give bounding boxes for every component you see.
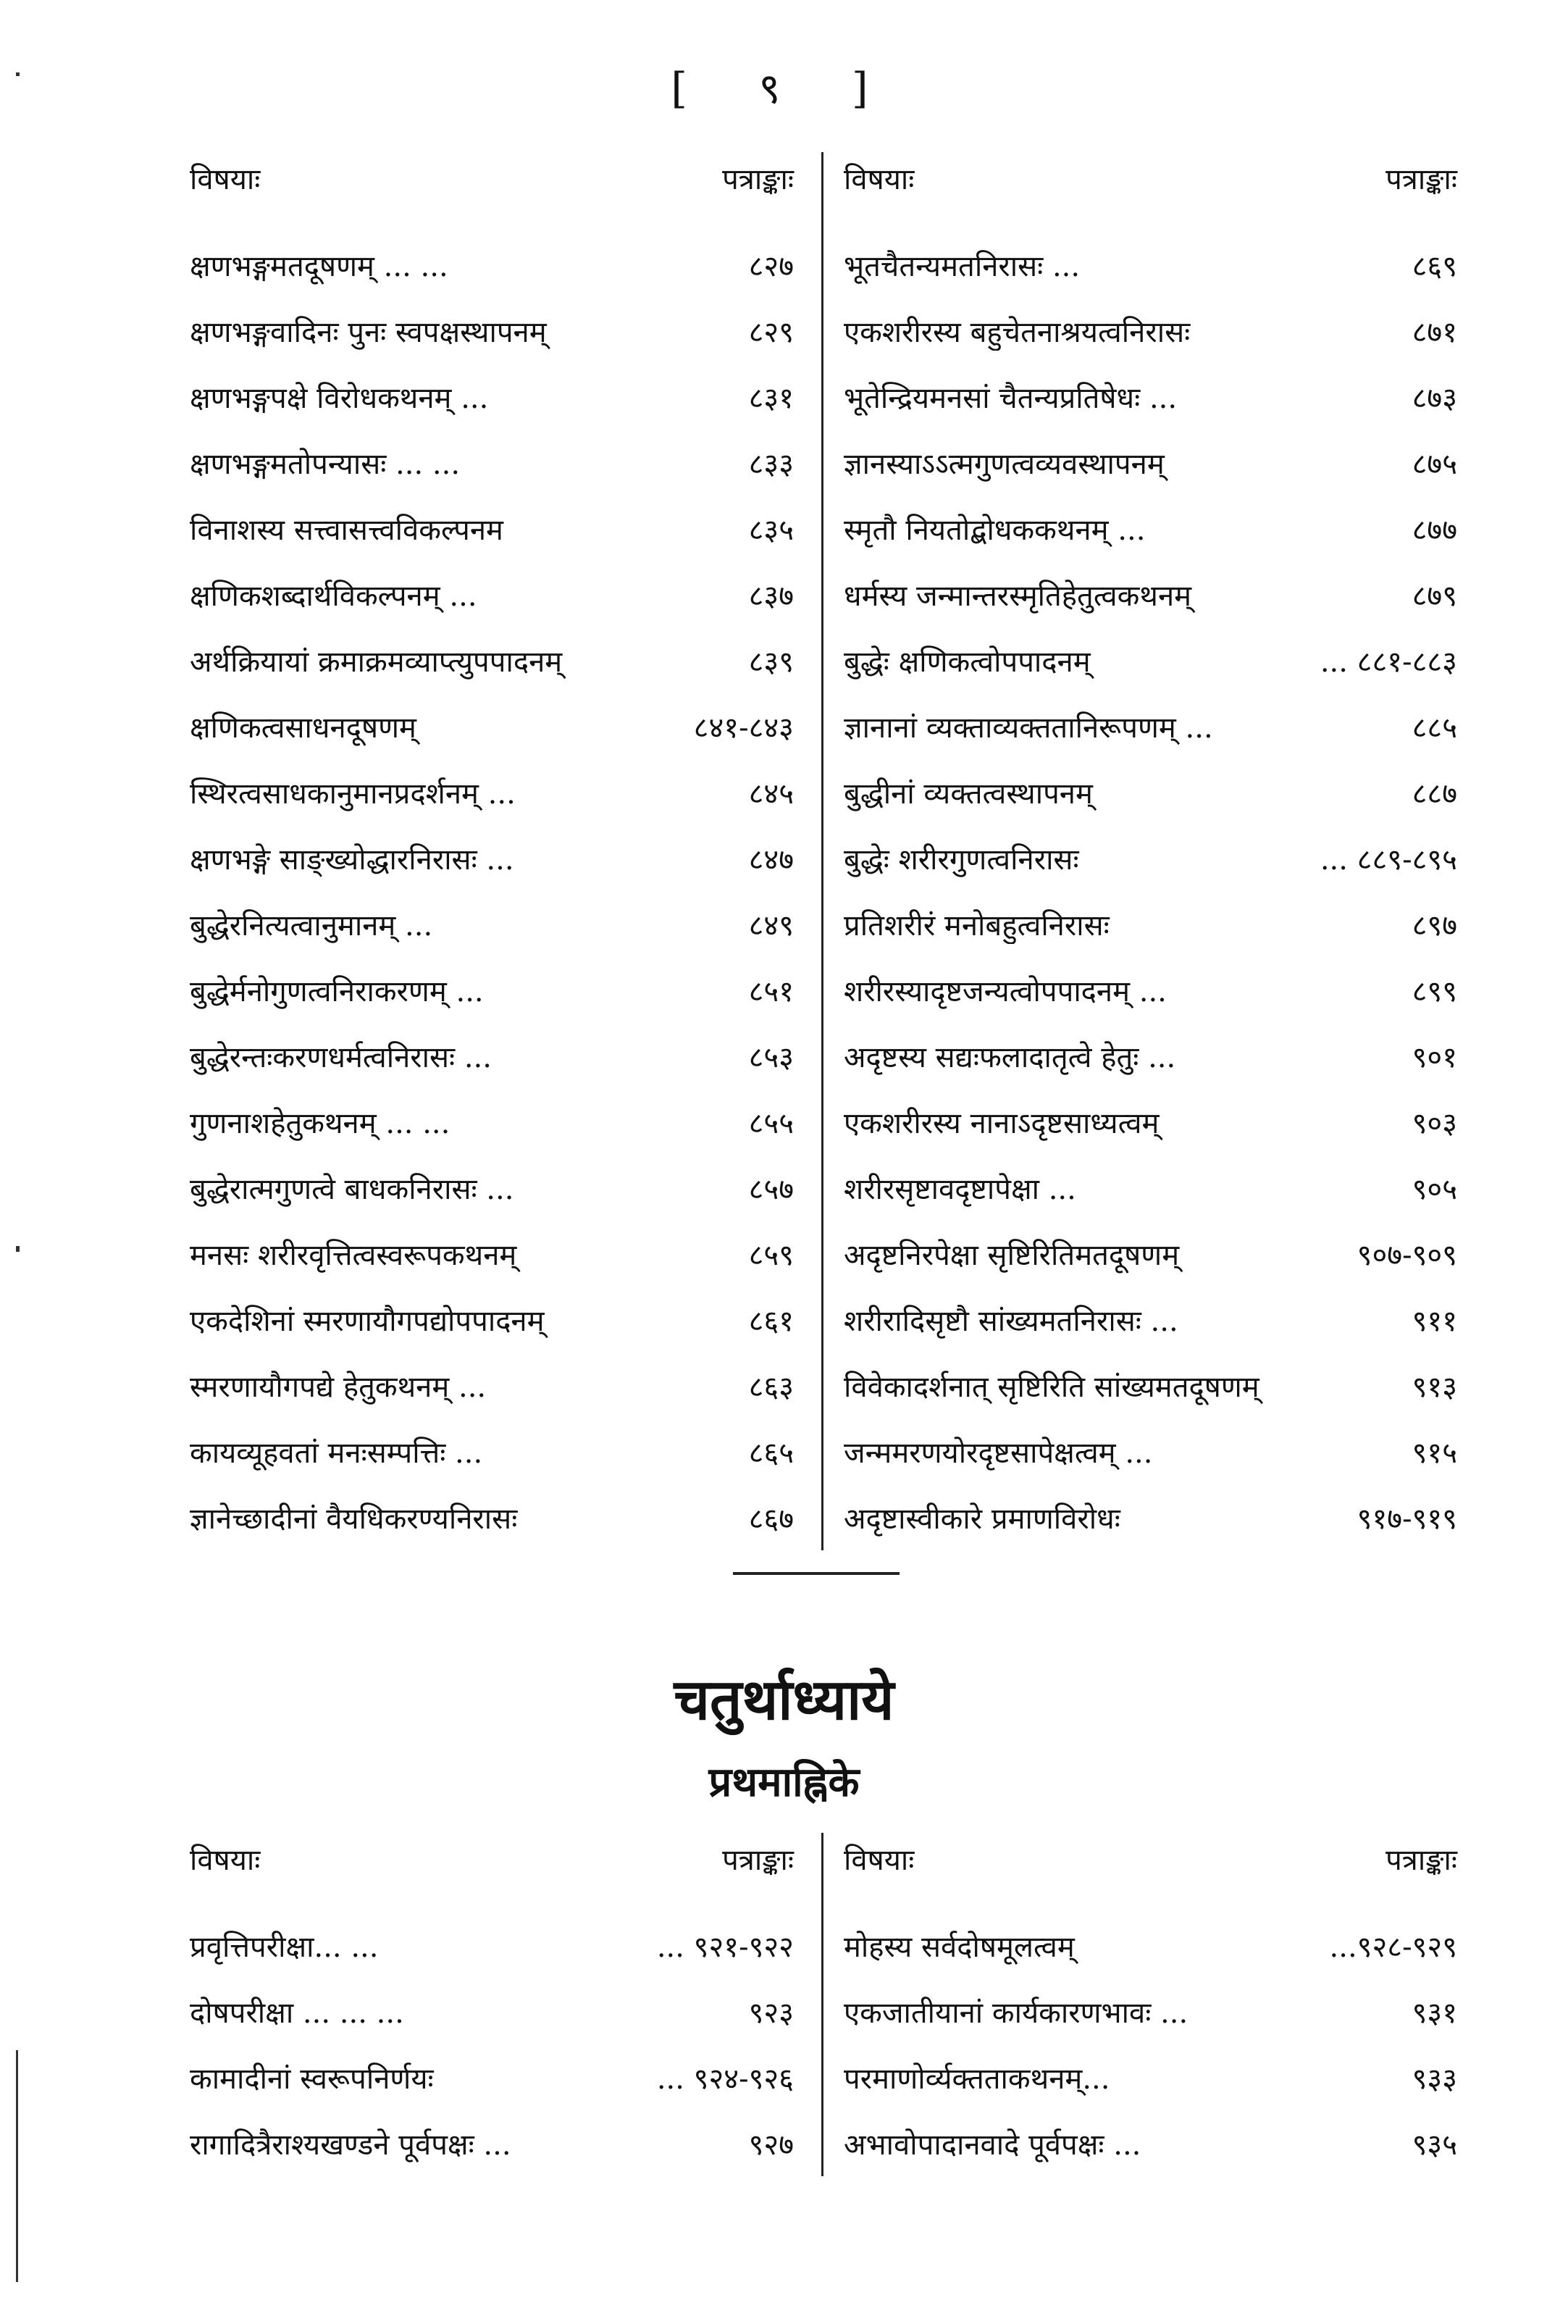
entry-page: ९०१: [1412, 1041, 1457, 1074]
entry-subject: बुद्धीनां व्यक्तत्वस्थापनम्: [844, 777, 1093, 811]
chapter-title: चतुर्थाध्याये: [674, 1667, 894, 1733]
entry-page: ८६५: [748, 1437, 794, 1470]
entry-page: ८७५: [1412, 448, 1457, 481]
entry-subject: भूतेन्द्रियमनसां चैतन्यप्रतिषेधः ...: [844, 382, 1178, 415]
toc-entry: [190, 957, 794, 1023]
entry-page: ८७१: [1412, 316, 1457, 349]
entry-subject: स्थिरत्वसाधकानुमानप्रदर्शनम् ...: [190, 777, 516, 811]
toc-entry: [844, 430, 1457, 496]
toc-entry: [190, 693, 794, 759]
entry-page: ९२७: [748, 2128, 794, 2162]
header-page: पत्राङ्काः: [1385, 162, 1457, 196]
subchapter-title: प्रथमाह्निके: [708, 1758, 860, 1806]
entry-subject: स्मरणायौगपद्ये हेतुकथनम् ...: [190, 1371, 487, 1404]
entry-subject: अदृष्टास्वीकारे प्रमाणविरोधः: [844, 1502, 1120, 1536]
header-subject: विषयाः: [844, 162, 915, 196]
column-header: [844, 152, 1457, 203]
toc-entry: [844, 1155, 1457, 1221]
toc-section-2: [190, 1833, 1457, 2176]
header-page: पत्राङ्काः: [722, 162, 794, 196]
toc-entry: [190, 1089, 794, 1155]
entry-page: ९३५: [1412, 2128, 1457, 2162]
column-header: [190, 1833, 794, 1884]
entry-page: ९०५: [1412, 1173, 1457, 1206]
toc-section-1: [190, 152, 1457, 1550]
entry-subject: क्षणभङ्गवादिनः पुनः स्वपक्षस्थापनम्: [190, 316, 547, 349]
entry-page: ८३५: [748, 514, 794, 547]
entry-page: ८८७: [1412, 777, 1457, 811]
entry-subject: प्रवृत्तिपरीक्षा... ...: [190, 1931, 379, 1964]
entry-subject: एकशरीरस्य बहुचेतनाश्रयत्वनिरासः: [844, 316, 1191, 349]
toc-entry: [844, 1484, 1457, 1550]
entry-page: ९१३: [1412, 1371, 1457, 1404]
header-page: पत्राङ्काः: [1385, 1843, 1457, 1877]
toc-entry: [190, 627, 794, 693]
entry-page: ८६७: [748, 1502, 794, 1536]
margin-speck: [16, 72, 20, 76]
entry-page: ८४७: [748, 843, 794, 877]
toc-entry: [844, 759, 1457, 825]
toc-entry: [844, 627, 1457, 693]
toc-entry: [844, 1023, 1457, 1089]
entry-subject: शरीरस्यादृष्टजन्यत्वोपपादनम् ...: [844, 975, 1167, 1008]
entry-subject: बुद्धेर्मनोगुणत्वनिराकरणम् ...: [190, 975, 484, 1008]
toc-entry: [844, 957, 1457, 1023]
entry-subject: दोषपरीक्षा ... ... ...: [190, 1997, 404, 2030]
header-subject: विषयाः: [190, 162, 261, 196]
toc-entry: [190, 891, 794, 957]
entry-subject: शरीरादिसृष्टौ सांख्यमतनिरासः ...: [844, 1305, 1178, 1338]
toc-entry: [190, 364, 794, 430]
entry-subject: बुद्धेः क्षणिकत्वोपपादनम्: [844, 645, 1091, 679]
entry-subject: धर्मस्य जन्मान्तरस्मृतिहेतुत्वकथनम्: [844, 580, 1192, 613]
entry-page: ९१७-९१९: [1357, 1502, 1457, 1536]
toc-entry: [844, 891, 1457, 957]
entry-subject: परमाणोर्व्यक्तताकथनम्...: [844, 2062, 1110, 2096]
entry-subject: क्षणभङ्गमतदूषणम् ... ...: [190, 250, 448, 283]
entry-subject: एकदेशिनां स्मरणायौगपद्योपपादनम्: [190, 1305, 545, 1338]
toc-entry: [844, 1913, 1457, 1978]
toc-entry: [190, 1155, 794, 1221]
entry-subject: अदृष्टस्य सद्यःफलादातृत्वे हेतुः ...: [844, 1041, 1176, 1074]
margin-rule: [16, 2050, 18, 2282]
entry-page: ९३१: [1412, 1997, 1457, 2030]
entry-subject: क्षणभङ्गे साङ्ख्योद्धारनिरासः ...: [190, 843, 514, 877]
entry-page: ...९२८-९२९: [1329, 1931, 1457, 1964]
entry-page: ९०७-९०९: [1357, 1239, 1457, 1272]
entry-subject: गुणनाशहेतुकथनम् ... ...: [190, 1107, 450, 1140]
toc-entry: [844, 1418, 1457, 1484]
entry-subject: ज्ञानस्याऽऽत्मगुणत्वव्यवस्थापनम्: [844, 448, 1165, 481]
toc-entry: [844, 1978, 1457, 2044]
toc-entry: [844, 1221, 1457, 1287]
entry-page: ८७९: [1412, 580, 1457, 613]
entry-page: ८६१: [748, 1305, 794, 1338]
entry-subject: विनाशस्य सत्त्वासत्त्वविकल्पनम: [190, 514, 503, 547]
entry-page: ८९९: [1412, 975, 1457, 1008]
toc-entry: [190, 1023, 794, 1089]
column-header: [190, 152, 794, 203]
entry-page: ८३७: [748, 580, 794, 613]
column-header: [844, 1833, 1457, 1884]
entry-page: ८२९: [748, 316, 794, 349]
entry-page: ८८५: [1412, 711, 1457, 745]
entry-subject: प्रतिशरीरं मनोबहुत्वनिरासः: [844, 909, 1110, 942]
toc-left-column: [190, 152, 823, 1550]
toc-entry: [190, 1353, 794, 1418]
entry-page: ८५३: [748, 1041, 794, 1074]
entry-subject: अर्थक्रियायां क्रमाक्रमव्याप्त्युपपादनम्: [190, 645, 563, 679]
entry-page: ८६३: [748, 1371, 794, 1404]
entry-page: ८७३: [1412, 382, 1457, 415]
entry-page: ८३३: [748, 448, 794, 481]
section-divider: [733, 1572, 900, 1575]
entry-page: ८३९: [748, 645, 794, 679]
entry-page: ९११: [1412, 1305, 1457, 1338]
entry-page: ८७७: [1412, 514, 1457, 547]
toc-entry: [844, 232, 1457, 298]
toc-entry: [190, 232, 794, 298]
entry-page: ... ८८१-८८३: [1320, 645, 1457, 679]
toc-entry: [844, 825, 1457, 891]
toc-entry: [190, 759, 794, 825]
entry-page: ८९७: [1412, 909, 1457, 942]
toc-entry: [844, 1287, 1457, 1353]
entry-subject: क्षणभङ्गपक्षे विरोधकथनम् ...: [190, 382, 489, 415]
entry-subject: विवेकादर्शनात् सृष्टिरिति सांख्यमतदूषणम्: [844, 1371, 1259, 1404]
entry-subject: एकशरीरस्य नानाऽदृष्टसाध्यत्वम्: [844, 1107, 1160, 1140]
toc-entry: [844, 496, 1457, 561]
entry-subject: बुद्धेरात्मगुणत्वे बाधकनिरासः ...: [190, 1173, 514, 1206]
entry-page: ८४१-८४३: [693, 711, 794, 745]
entry-subject: जन्ममरणयोरदृष्टसापेक्षत्वम् ...: [844, 1437, 1153, 1470]
entry-page: ९३३: [1412, 2062, 1457, 2096]
toc-entry: [844, 561, 1457, 627]
toc-entry: [844, 693, 1457, 759]
page-number: [ ९ ]: [671, 64, 897, 113]
toc-entry: [844, 2044, 1457, 2110]
toc-entry: [190, 1418, 794, 1484]
entry-page: ... ९२१-९२२: [656, 1931, 794, 1964]
entry-subject: बुद्धेरनित्यत्वानुमानम् ...: [190, 909, 433, 942]
entry-subject: मोहस्य सर्वदोषमूलत्वम्: [844, 1931, 1075, 1964]
entry-page: ९१५: [1412, 1437, 1457, 1470]
entry-page: ८२७: [748, 250, 794, 283]
toc-entry: [190, 1221, 794, 1287]
header-subject: विषयाः: [844, 1843, 915, 1877]
toc-entry: [844, 1089, 1457, 1155]
entry-subject: क्षणिकशब्दार्थविकल्पनम् ...: [190, 580, 477, 613]
entry-page: ... ९२४-९२६: [656, 2062, 794, 2096]
entry-subject: क्षणभङ्गमतोपन्यासः ... ...: [190, 448, 461, 481]
entry-subject: भूतचैतन्यमतनिरासः ...: [844, 250, 1081, 283]
toc-entry: [190, 430, 794, 496]
entry-page: ... ८८९-८९५: [1320, 843, 1457, 877]
toc-entry: [190, 1287, 794, 1353]
toc-right-column: [823, 152, 1457, 1550]
entry-subject: बुद्धेरन्तःकरणधर्मत्वनिरासः ...: [190, 1041, 492, 1074]
toc-entry: [190, 496, 794, 561]
toc-left-column: [190, 1833, 823, 2176]
toc-entry: [844, 1353, 1457, 1418]
entry-page: ८५९: [748, 1239, 794, 1272]
toc-entry: [190, 561, 794, 627]
entry-subject: एकजातीयानां कार्यकारणभावः ...: [844, 1997, 1188, 2030]
entry-subject: शरीरसृष्टावदृष्टापेक्षा ...: [844, 1173, 1076, 1206]
entry-page: ९०३: [1412, 1107, 1457, 1140]
toc-entry: [190, 1978, 794, 2044]
entry-subject: ज्ञानेच्छादीनां वैयधिकरण्यनिरासः: [190, 1502, 518, 1536]
entry-subject: बुद्धेः शरीरगुणत्वनिरासः: [844, 843, 1079, 877]
entry-subject: मनसः शरीरवृत्तित्वस्वरूपकथनम्: [190, 1239, 517, 1272]
entry-subject: कामादीनां स्वरूपनिर्णयः: [190, 2062, 434, 2096]
entry-page: ८३१: [748, 382, 794, 415]
toc-entry: [844, 2110, 1457, 2176]
toc-entry: [190, 1913, 794, 1978]
entry-subject: ज्ञानानां व्यक्ताव्यक्ततानिरूपणम् ...: [844, 711, 1213, 745]
header-page: पत्राङ्काः: [722, 1843, 794, 1877]
margin-speck: [16, 1246, 20, 1252]
entry-subject: कायव्यूहवतां मनःसम्पत्तिः ...: [190, 1437, 483, 1470]
toc-entry: [844, 364, 1457, 430]
entry-subject: रागादित्रैराश्यखण्डने पूर्वपक्षः ...: [190, 2128, 511, 2162]
toc-entry: [190, 2044, 794, 2110]
toc-entry: [190, 2110, 794, 2176]
entry-page: ८५५: [748, 1107, 794, 1140]
entry-page: ८५१: [748, 975, 794, 1008]
toc-entry: [190, 825, 794, 891]
entry-page: ९२३: [748, 1997, 794, 2030]
entry-subject: अभावोपादानवादे पूर्वपक्षः ...: [844, 2128, 1141, 2162]
toc-entry: [844, 298, 1457, 364]
toc-right-column: [823, 1833, 1457, 2176]
entry-subject: स्मृतौ नियतोद्बोधककथनम् ...: [844, 514, 1146, 547]
toc-entry: [190, 1484, 794, 1550]
toc-entry: [190, 298, 794, 364]
entry-subject: क्षणिकत्वसाधनदूषणम्: [190, 711, 416, 745]
entry-page: ८४९: [748, 909, 794, 942]
entry-page: ८५७: [748, 1173, 794, 1206]
header-subject: विषयाः: [190, 1843, 261, 1877]
entry-page: ८४५: [748, 777, 794, 811]
entry-subject: अदृष्टनिरपेक्षा सृष्टिरितिमतदूषणम्: [844, 1239, 1180, 1272]
entry-page: ८६९: [1412, 250, 1457, 283]
